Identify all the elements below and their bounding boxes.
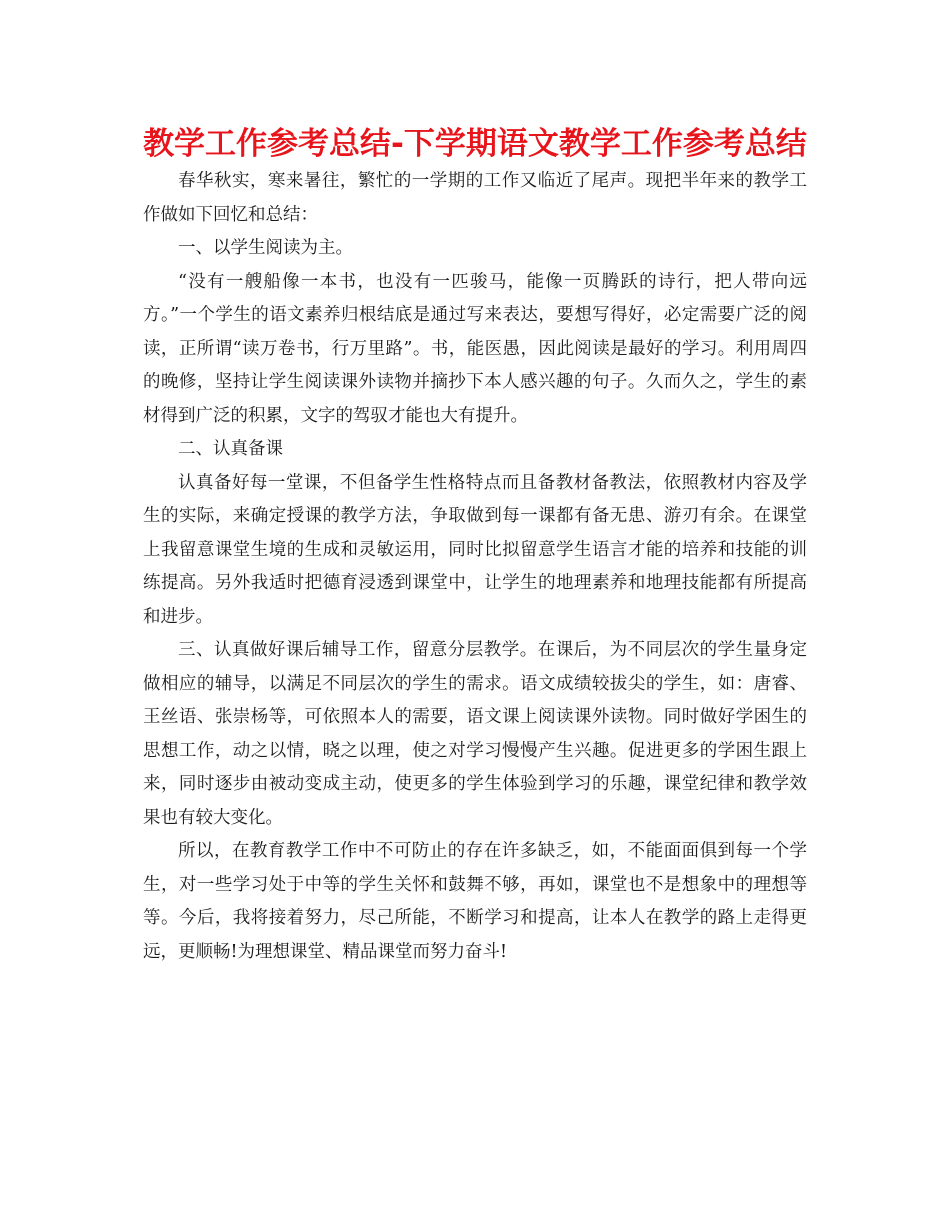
paragraph-reading: “没有一艘船像一本书，也没有一匹骏马，能像一页腾跃的诗行，把人带向远方。”一个学生的语文素养归根结底是通过写来表达，要想写得好，必定需要广泛的阅读，正所谓“读万卷书，行万里路”。书，能医愚，因此阅读是最好的学习。利用周四的晚修，坚持让学生阅读课外读物并摘抄下本人感兴趣的句子。久而久之，学生的素材得到广泛的积累，文字的驾驭才能也大有提升。 [143,271,807,426]
paragraph-preparation: 认真备好每一堂课，不但备学生性格特点而且备教材备教法，依照教材内容及学生的实际，来确定授课的教学方法，争取做到每一课都有备无患、游刃有余。在课堂上我留意课堂生境的生成和灵敏运用，同时比拟留意学生语言才能的培养和技能的训练提高。另外我适时把德育浸透到课堂中，让学生的地理素养和地理技能都有所提高和进步。 [143,472,807,627]
paragraph-heading-preparation: 二、认真备课 [178,439,283,459]
paragraph-conclusion: 所以，在教育教学工作中不可防止的存在许多缺乏，如，不能面面俱到每一个学生，对一些学习处于中等的学生关怀和鼓舞不够，再如，课堂也不是想象中的理想等等。今后，我将接着努力，尽己所能，不断学习和提高，让本人在教学的路上走得更远，更顺畅!为理想课堂、精品课堂而努力奋斗! [143,841,807,962]
paragraph-intro: 春华秋实，寒来暑往，繁忙的一学期的工作又临近了尾声。现把半年来的教学工作做如下回忆和总结： [143,171,807,225]
document-body [143,165,807,969]
paragraph-heading-reading: 一、以学生阅读为主。 [178,238,353,258]
paragraph-tutoring: 三、认真做好课后辅导工作，留意分层教学。在课后，为不同层次的学生量身定做相应的辅导，以满足不同层次的学生的需求。语文成绩较拔尖的学生，如：唐睿、王丝语、张崇杨等，可依照本人的需要，语文课上阅读课外读物。同时做好学困生的思想工作，动之以情，晓之以理，使之对学习慢慢产生兴趣。促进更多的学困生跟上来，同时逐步由被动变成主动，使更多的学生体验到学习的乐趣，课堂纪律和教学效果也有较大变化。 [143,640,807,828]
document-title: 教学工作参考总结-下学期语文教学工作参考总结 [143,126,807,162]
